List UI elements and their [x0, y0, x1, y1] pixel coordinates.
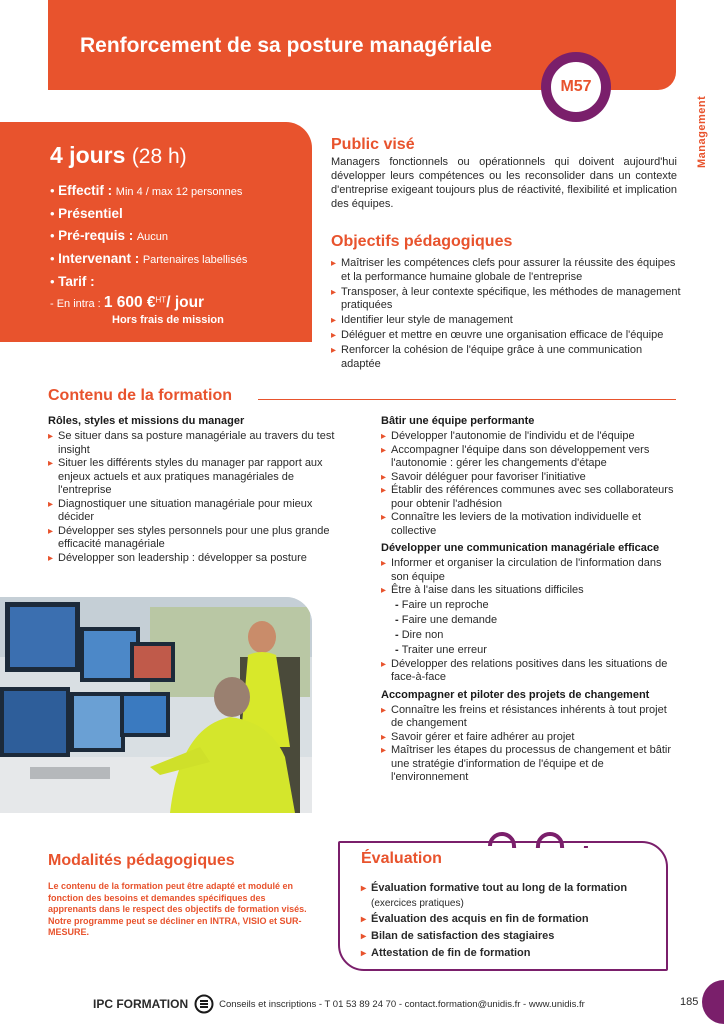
sub-item: - Faire une demande: [395, 613, 677, 628]
list-item: ▸ Développer l'autonomie de l'individu et de l'équipe: [381, 430, 677, 444]
roles-section: [48, 415, 338, 569]
list-item: ▸ Être à l'aise dans les situations difficiles: [381, 584, 677, 598]
evaluation-title: Évaluation: [361, 850, 442, 867]
list-item: ▸ Déléguer et mettre en œuvre une organisation efficace de l'équipe: [331, 329, 681, 343]
evaluation-list: [361, 880, 661, 962]
modalites-text: Le contenu de la formation peut être adapté et modulé en fonction des besoins et demandes spécifiques des apprenants dans le respect des objectifs de formation visés. Notre programme peut se décliner en INTRA, VISIO et SUR-MESURE.: [48, 881, 307, 937]
right-column: [381, 415, 677, 789]
duration-hours: (28 h): [131, 145, 187, 168]
objectifs-list: [331, 257, 681, 373]
footer-contact: Conseils et inscriptions - T 01 53 89 24 70 - contact.formation@unidis.fr - www.unidis.fr: [219, 998, 585, 1010]
changement-title: Accompagner et piloter des projets de changement: [381, 688, 650, 701]
page-title: Renforcement de sa posture managériale: [80, 34, 492, 57]
ipc-logo-icon: [194, 994, 214, 1014]
list-item: ▸ Évaluation des acquis en fin de formation: [361, 911, 661, 928]
list-item: ▸ Attestation de fin de formation: [361, 945, 661, 962]
list-item: ▸ Connaître les freins et résistances inhérents à tout projet de changement: [381, 704, 677, 731]
modalites-title: Modalités pédagogiques: [48, 852, 235, 869]
list-item: ▸ Maîtriser les étapes du processus de changement et bâtir une stratégie d'information de l'équipe et de l'environnement: [381, 744, 677, 785]
list-item: ▸ Bilan de satisfaction des stagiaires: [361, 928, 661, 945]
price-note: Hors frais de mission: [112, 314, 224, 326]
list-item: ▸ Situer les différents styles du manager par rapport aux enjeux actuels et aux pratiques managériales de l'entreprise: [48, 457, 338, 498]
price-line: [50, 294, 312, 312]
public-text: Managers fonctionnels ou opérationnels qui doivent aujourd'hui développer leurs compétences ou les reconsolider dans un contexte d'entreprise exigeant toujours plus de réactivité, flexibilité et implication des équipes.: [331, 156, 677, 210]
list-item: ▸ Connaître les leviers de la motivation individuelle et collective: [381, 511, 677, 538]
public-title: Public visé: [331, 136, 415, 153]
info-item: • Présentiel: [50, 206, 123, 221]
list-item: ▸ Évaluation formative tout au long de la formation: [361, 880, 661, 897]
roles-list: [48, 430, 338, 565]
list-item: ▸ Établir des références communes avec ses collaborateurs pour obtenir l'adhésion: [381, 484, 677, 511]
list-item: ▸ Savoir gérer et faire adhérer au projet: [381, 731, 677, 745]
list-item: ▸ Informer et organiser la circulation de l'information dans son équipe: [381, 557, 677, 584]
control-room-photo: [0, 597, 312, 813]
list-item: ▸ Identifier leur style de management: [331, 314, 681, 328]
list-item: ▸ Diagnostiquer une situation managériale pour mieux décider: [48, 498, 338, 525]
list-item: ▸ Se situer dans sa posture managériale au travers du test insight: [48, 430, 338, 457]
sub-item: - Traiter une erreur: [395, 643, 677, 658]
price-prefix: - En intra :: [50, 298, 101, 310]
duration: [50, 142, 312, 169]
list-item: ▸ Savoir déléguer pour favoriser l'initiative: [381, 471, 677, 485]
page-number: 185: [680, 996, 699, 1008]
sub-item: - Dire non: [395, 628, 677, 643]
contenu-title: Contenu de la formation: [48, 387, 232, 404]
footer-brand: IPC FORMATION: [93, 997, 189, 1011]
footer: [93, 994, 585, 1014]
info-item: • Effectif : Min 4 / max 12 personnes: [50, 183, 243, 198]
objectifs-title: Objectifs pédagogiques: [331, 233, 513, 250]
info-item: • Pré-requis : Aucun: [50, 228, 169, 243]
list-item: ▸ Accompagner l'équipe dans son développement vers l'autonomie : gérer les changements d'étape: [381, 444, 677, 471]
communication-list: [381, 557, 677, 598]
info-list: [50, 183, 312, 290]
communication-title: Développer une communication managériale efficace: [381, 542, 660, 554]
batir-list: [381, 430, 677, 538]
info-item: • Tarif :: [50, 274, 95, 289]
price-sup: HT: [155, 295, 167, 305]
roles-title: Rôles, styles et missions du manager: [48, 415, 245, 427]
list-item: ▸ Développer son leadership : développer sa posture: [48, 552, 338, 566]
info-box: [0, 122, 312, 342]
price-unit: / jour: [166, 294, 205, 311]
communication-sublist: [395, 598, 677, 658]
batir-title: Bâtir une équipe performante: [381, 415, 535, 427]
category-label: Management: [696, 96, 708, 169]
list-item-continuation: (exercices pratiques): [371, 898, 464, 909]
info-item: • Intervenant : Partenaires labellisés: [50, 251, 248, 266]
divider: [258, 399, 676, 400]
sub-item: - Faire un reproche: [395, 598, 677, 613]
list-item: ▸ Développer ses styles personnels pour une plus grande efficacité managériale: [48, 525, 338, 552]
duration-days: 4 jours: [50, 142, 126, 168]
price-value: 1 600 €: [103, 294, 156, 311]
module-code: M57: [548, 59, 604, 115]
page-corner-decoration: [702, 980, 724, 1024]
changement-list: [381, 704, 677, 785]
list-item: ▸ Développer des relations positives dans les situations de face-à-face: [381, 658, 677, 685]
list-item: ▸ Renforcer la cohésion de l'équipe grâce à une communication adaptée: [331, 344, 681, 371]
communication-list-b: [381, 658, 677, 685]
list-item: ▸ Transposer, à leur contexte spécifique, les méthodes de management pratiquées: [331, 286, 681, 313]
list-item: ▸ Maîtriser les compétences clefs pour assurer la réussite des équipes et la performance humaine globale de l'entreprise: [331, 257, 681, 284]
module-badge: [541, 52, 611, 122]
